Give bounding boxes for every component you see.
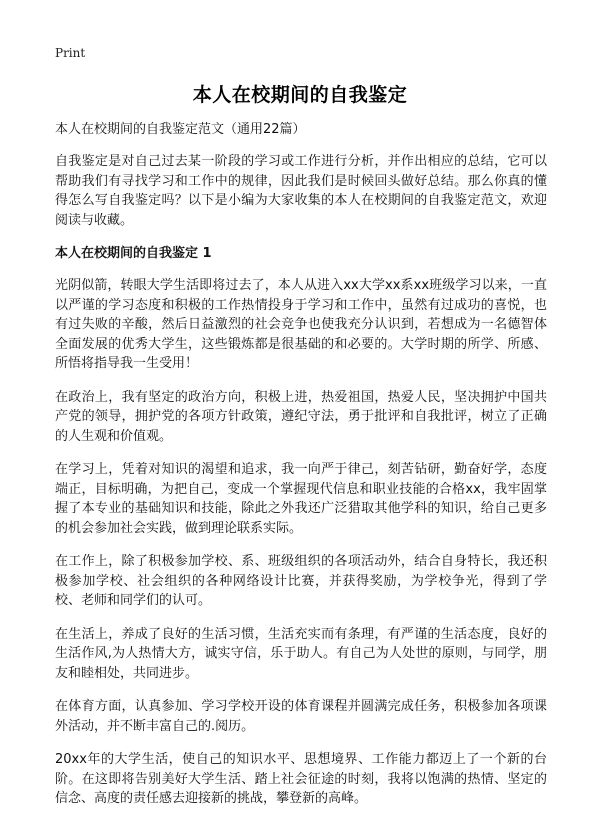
- page-title: 本人在校期间的自我鉴定: [192, 84, 408, 106]
- paragraph-work: 在工作上，除了积极参加学校、系、班级组织的各项活动外，结合自身特长，我还积极参加学校、社会组织的各种网络设计比赛，并获得奖励，为学校争光，得到了学校、老师和同学们的认可。: [55, 554, 547, 608]
- document-body: [55, 120, 547, 823]
- paragraph-politics: 在政治上，我有坚定的政治方向，积极上进，热爱祖国，热爱人民，坚决拥护中国共产党的领导，拥护党的各项方针政策，遵纪守法，勇于批评和自我批评，树立了正确的人生观和价值观。: [55, 389, 547, 444]
- paragraph-life: 在生活上，养成了良好的生活习惯，生活充实而有条理，有严谨的生活态度，良好的生活作风,为人热情大方，诚实守信，乐于助人。有自己为人处世的原则，与同学，朋友和睦相处，共同进步。: [55, 626, 547, 681]
- intro-paragraph: 自我鉴定是对自己过去某一阶段的学习或工作进行分析，并作出相应的总结，它可以帮助我们有寻找学习和工作中的规律，因此我们是时候回头做好总结。那么你真的懂得怎么写自我鉴定吗？以下是小编为大家收集的本人在校期间的自我鉴定范文，欢迎阅读与收藏。: [55, 154, 547, 228]
- section-heading: 本人在校期间的自我鉴定 1: [55, 246, 212, 261]
- paragraph-sports: 在体育方面，认真参加、学习学校开设的体育课程并圆满完成任务，积极参加各项课外活动，并不断丰富自己的.阅历。: [55, 699, 547, 734]
- print-link[interactable]: Print: [55, 46, 86, 60]
- paragraph-conclusion: 20xx年的大学生活，使自己的知识水平、思想境界、工作能力都迈上了一个新的台阶。在这即将告别美好大学生活、踏上社会征途的时刻，我将以饱满的热情、坚定的信念、高度的责任感去迎接新的挑战，攀登新的高峰。: [55, 752, 547, 806]
- paragraph-study: 在学习上，凭着对知识的渴望和追求，我一向严于律己，刻苦钻研，勤奋好学，态度端正，目标明确，为把自己，变成一个掌握现代信息和职业技能的合格xx，我牢固掌握了本专业的基础知识和技能，除此之外我还广泛猎取其他学科的知识，给自己更多的机会参加社会实践，做到理论联系实际。: [55, 462, 547, 536]
- paragraph-opening: 光阴似箭，转眼大学生活即将过去了，本人从进入xx大学xx系xx班级学习以来，一直以严谨的学习态度和积极的工作热情投身于学习和工作中，虽然有过成功的喜悦，也有过失败的辛酸，然后日益激烈的社会竞争也使我充分认识到，若想成为一名德智体全面发展的优秀大学生，这些锻炼都是很基础的和必要的。大学时期的所学、所感、所悟将指导我一生受用！: [55, 278, 547, 371]
- document-subtitle: 本人在校期间的自我鉴定范文（通用22篇）: [55, 122, 306, 137]
